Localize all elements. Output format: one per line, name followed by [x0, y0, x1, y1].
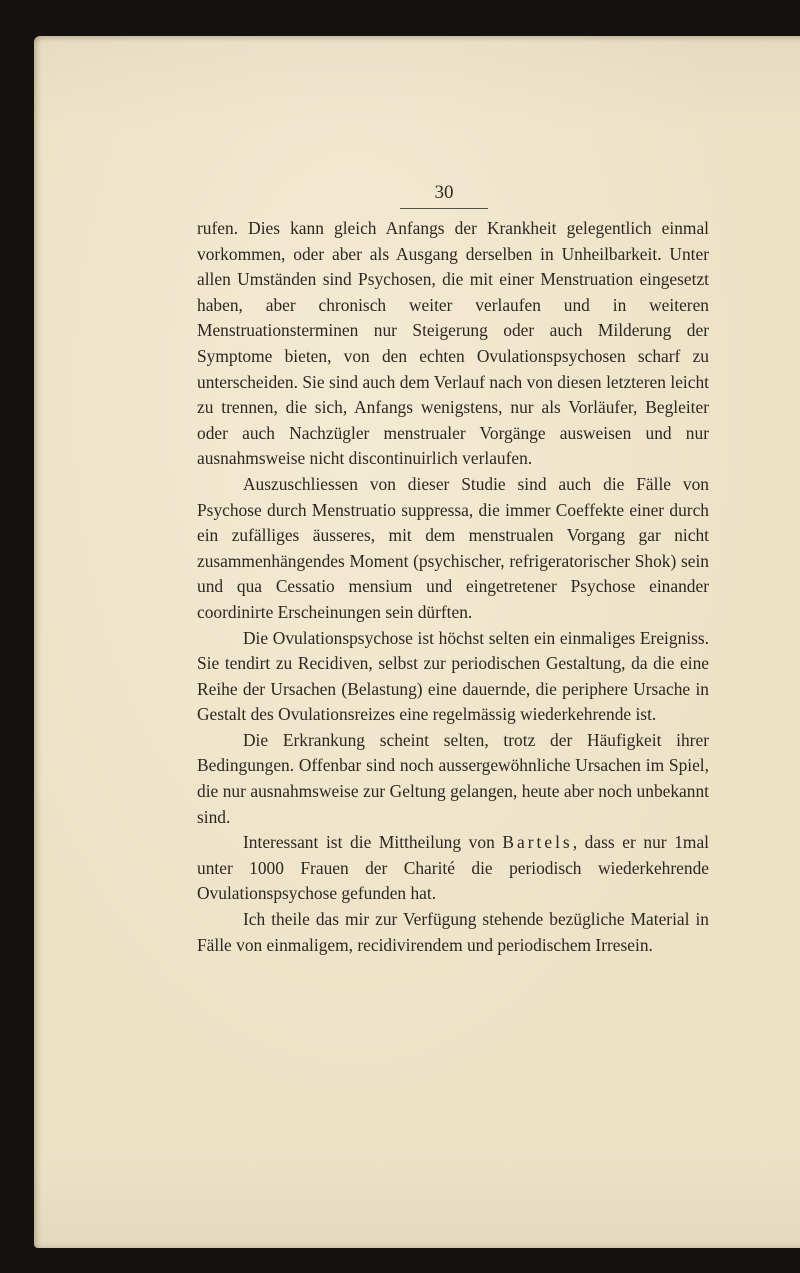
paragraph [197, 728, 709, 830]
paragraph [197, 830, 709, 907]
page-number: 30 [400, 182, 488, 209]
paragraph-text: Die Erkrankung scheint selten, trotz der Häufigkeit ihrer Bedingungen. Offenbar sind noch aussergewöhnliche Ursachen im Spiel, die nur ausnahmsweise zur Geltung gelangen, heute aber noch unbekannt sind. [197, 729, 709, 827]
paragraph-text: rufen. Dies kann gleich Anfangs der Krankheit gelegentlich einmal vorkommen, oder aber als Ausgang derselben in Unheilbarkeit. Unter allen Umständen sind Psychosen, die mit einer Menstruation eingesetzt haben, aber chronisch weiter verlaufen und in weiteren Menstruationsterminen nur Steigerung oder auch Milderung der Symptome bieten, von den echten Ovulationspsychosen scharf zu unterscheiden. Sie sind auch dem Verlauf nach von diesen letzteren leicht zu trennen, die sich, Anfangs wenigstens, nur als Vorläufer, Begleiter oder auch Nachzügler menstrualer Vorgänge ausweisen und nur ausnahmsweise nicht discontinuirlich verlaufen. [197, 218, 709, 469]
paragraph-text: Auszuschliessen von dieser Studie sind auch die Fälle von Psychose durch Menstruatio suppressa, die immer Coeffekte einer durch ein zufälliges äusseres, mit dem menstrualen Vorgang gar nicht zusammenhängendes Moment (psychischer, refrigeratorischer Shok) sein und qua Cessatio mensium und eingetretener Psychose einander coordinirte Erscheinungen sein dürften. [197, 473, 709, 622]
paragraph-text: Ich theile das mir zur Verfügung stehende bezügliche Material in Fälle von einmaligem, recidivirendem und periodischem Irresein. [197, 909, 709, 955]
paragraph [197, 626, 709, 728]
paragraph-text: Interessant ist die Mittheilung von [243, 832, 503, 853]
paragraph [197, 216, 709, 472]
author-name: Bartels [502, 832, 573, 853]
paragraph [197, 907, 709, 958]
body-text [197, 216, 709, 958]
paragraph-text: Die Ovulationspsychose ist höchst selten ein einmaliges Ereigniss. Sie tendirt zu Recidiven, selbst zur periodischen Gestaltung, da die eine Reihe der Ursachen (Belastung) eine dauernde, die periphere Ursache in Gestalt des Ovulationsreizes eine regelmässig wiederkehrende ist. [197, 627, 709, 725]
paragraph [197, 472, 709, 626]
paragraph-text: , dass er nur 1mal unter 1000 Frauen der Charité die periodisch wiederkehrende Ovulationspsychose gefunden hat. [197, 832, 710, 904]
